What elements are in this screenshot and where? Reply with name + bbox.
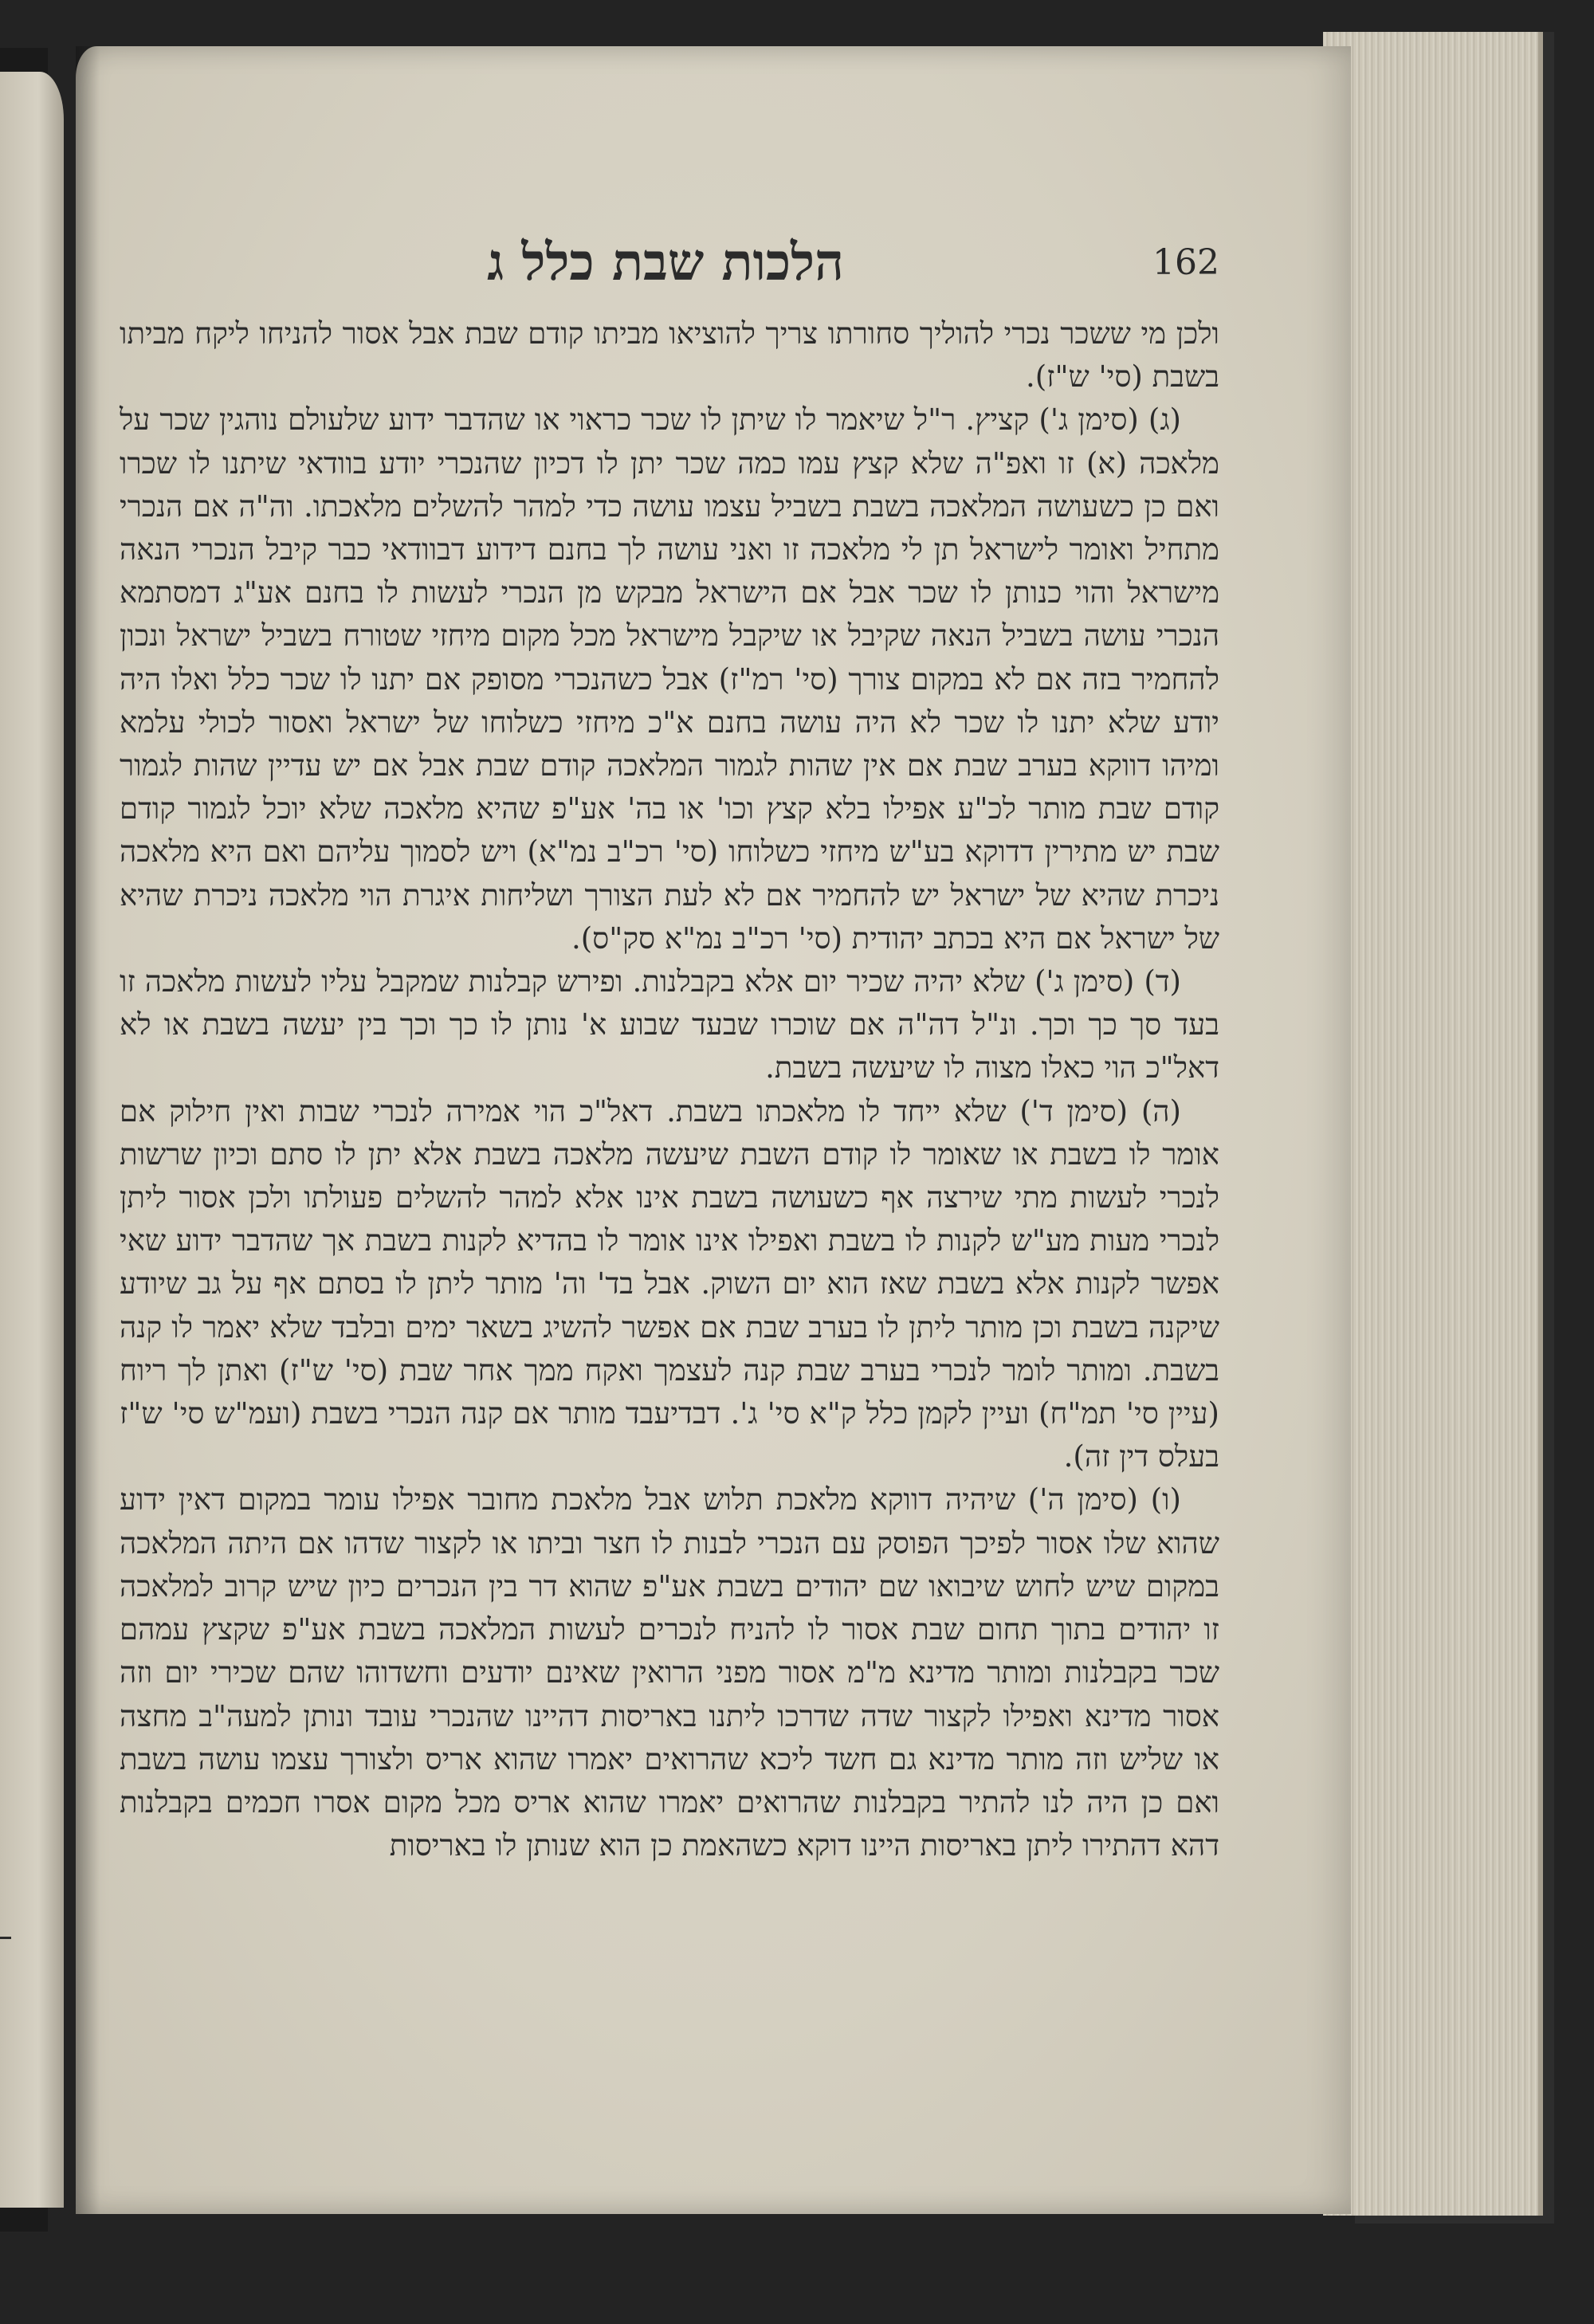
previous-page-text-fragment [0,1937,11,2178]
previous-page-edge [0,72,64,2208]
paragraph-dalet: (ד) (סימן ג') שלא יהיה שכיר יום אלא בקבלנות. ופירש קבלנות שמקבל עליו לעשות מלאכה זו בעד סך כך וכך. ונ"ל דה"ה אם שוכרו שבעד שבוע א' נותן לו כך וכך בין יעשה בשבת או לא דאל"כ הוי כאלו מצוה לו שיעשה בשבת. [120,964,1219,1085]
gutter-shadow [76,46,100,2214]
paragraph-continuation: ולכן מי ששכר נכרי להוליך סחורתו צריך להוציאו מביתו קודם שבת אבל אסור להניחו ליקח מביתו בשבת (סי' ש"ז). [120,316,1219,395]
page-header [112,231,1219,295]
running-title: הלכות שבת כלל ג [487,233,844,292]
paragraph-gimel: (ג) (סימן ג') קציץ. ר"ל שיאמר לו שיתן לו שכר כראוי או שהדבר ידוע שלעולם נוהגין שכר על מלאכה (א) זו ואפ"ה שלא קצץ עמו כמה שכר יתן לו דכיון שהנכרי יודע בוודאי שיתנו לו שכרו ואם כן כשעושה המלאכה בשבת בשביל עצמו עושה כדי למהר להשלים מלאכתו. וה"ה אם הנכרי מתחיל ואומר לישראל תן לי מלאכה זו ואני עושה לך בחנם דידוע דבוודאי כבר קיבל הנכרי הנאה מישראל והוי כנותן לו שכר אבל אם הישראל מבקש מן הנכרי לעשות לו בחנם אע"ג דמסתמא הנכרי עושה בשביל הנאה שקיבל או שיקבל מישראל מכל מקום מיחזי שטורח בשביל ישראל ונכון להחמיר בזה אם לא במקום צורך (סי' רמ"ז) אבל כשהנכרי מסופק אם יתנו לו שכר כלל ואלו היה יודע שלא יתנו לו שכר לא היה עושה בחנם א"כ מיחזי כשלוחו של ישראל ואסור לכולי עלמא ומיהו דווקא בערב שבת אם אין שהות לגמור המלאכה קודם שבת אבל אם יש עדיין שהות לגמור קודם שבת מותר לכ"ע אפילו בלא קצץ וכו' או בה' אע"פ שהיא מלאכה שלא יוכל לגמור קודם שבת יש מתירין דדוקא בע"ש מיחזי כשלוחו (סי' רכ"ב נמ"א) ויש לסמוך עליהם ואם היא מלאכה ניכרת שהיא של ישראל יש להחמיר אם לא לעת הצורך ושליחות איגרת הוי מלאכה ניכרת שהיא של ישראל אם היא בכתב יהודית (סי' רכ"ב נמ"א סק"ס). [120,402,1219,956]
main-text [120,312,1219,1867]
page-number: 162 [1152,242,1219,283]
page-stack-edges [1323,32,1543,2216]
paragraph-vav: (ו) (סימן ה') שיהיה דווקא מלאכת תלוש אבל מלאכת מחובר אפילו עומר במקום דאין ידוע שהוא שלו אסור לפיכך הפוסק עם הנכרי לבנות לו חצר וביתו או לקצור שדהו אם היתה המלאכה במקום שיש לחוש שיבואו שם יהודים בשבת אע"פ שהוא דר בין הנכרים כיון שיש קרוב למלאכה זו יהודים בתוך תחום שבת אסור לו להניח לנכרים לעשות המלאכה בשבת אע"פ שקצץ עמהם שכר בקבלנות ומותר מדינא מ"מ אסור מפני הרואין שאינם יודעים וחשדוהו שהם שכירי יום וזה אסור מדינא ואפילו לקצור שדה שדרכו ליתנו באריסות דהיינו שהנכרי עובד ונותן למעה"ב מחצה או שליש וזה מותר מדינא גם חשד ליכא שהרואים יאמרו שהוא אריס ולצורך עצמו עושה בשבת ואם כן היה לנו להתיר בקבלנות שהרואים יאמרו שהוא אריס מכל מקום אסרו חכמים בקבלנות דהא דהתירו ליתן באריסות היינו דוקא כשהאמת כן הוא שנותן לו באריסות [120,1482,1219,1863]
paragraph-he: (ה) (סימן ד') שלא ייחד לו מלאכתו בשבת. דאל"כ הוי אמירה לנכרי שבות ואין חילוק אם אומר לו בשבת או שאומר לו קודם השבת שיעשה מלאכה בשבת אלא יתן לו סתם וכיון שרשות לנכרי לעשות מתי שירצה אף כשעושה בשבת אינו אלא למהר להשלים פעולתו ולכן אסור ליתן לנכרי מעות מע"ש לקנות לו בשבת ואפילו אינו אומר לו בהדיא לקנות בשבת אך שהדבר ידוע שאי אפשר לקנות אלא בשבת שאז הוא יום השוק. אבל בד' וה' מותר ליתן לו בסתם אף על גב שיודע שיקנה בשבת וכן מותר ליתן לו בערב שבת אם אפשר להשיג בשאר ימים ובלבד שלא יאמר לו קנה בשבת. ומותר לומר לנכרי בערב שבת קנה לעצמך ואקח ממך אחר שבת (סי' ש"ז) ואתן לך ריוח (עיין סי' תמ"ח) ועיין לקמן כלל ק"א סי' ג'. דבדיעבד מותר אם קנה הנכרי בשבת (ועמ"ש סי' ש"ז בעלס דין זה). [120,1093,1219,1474]
